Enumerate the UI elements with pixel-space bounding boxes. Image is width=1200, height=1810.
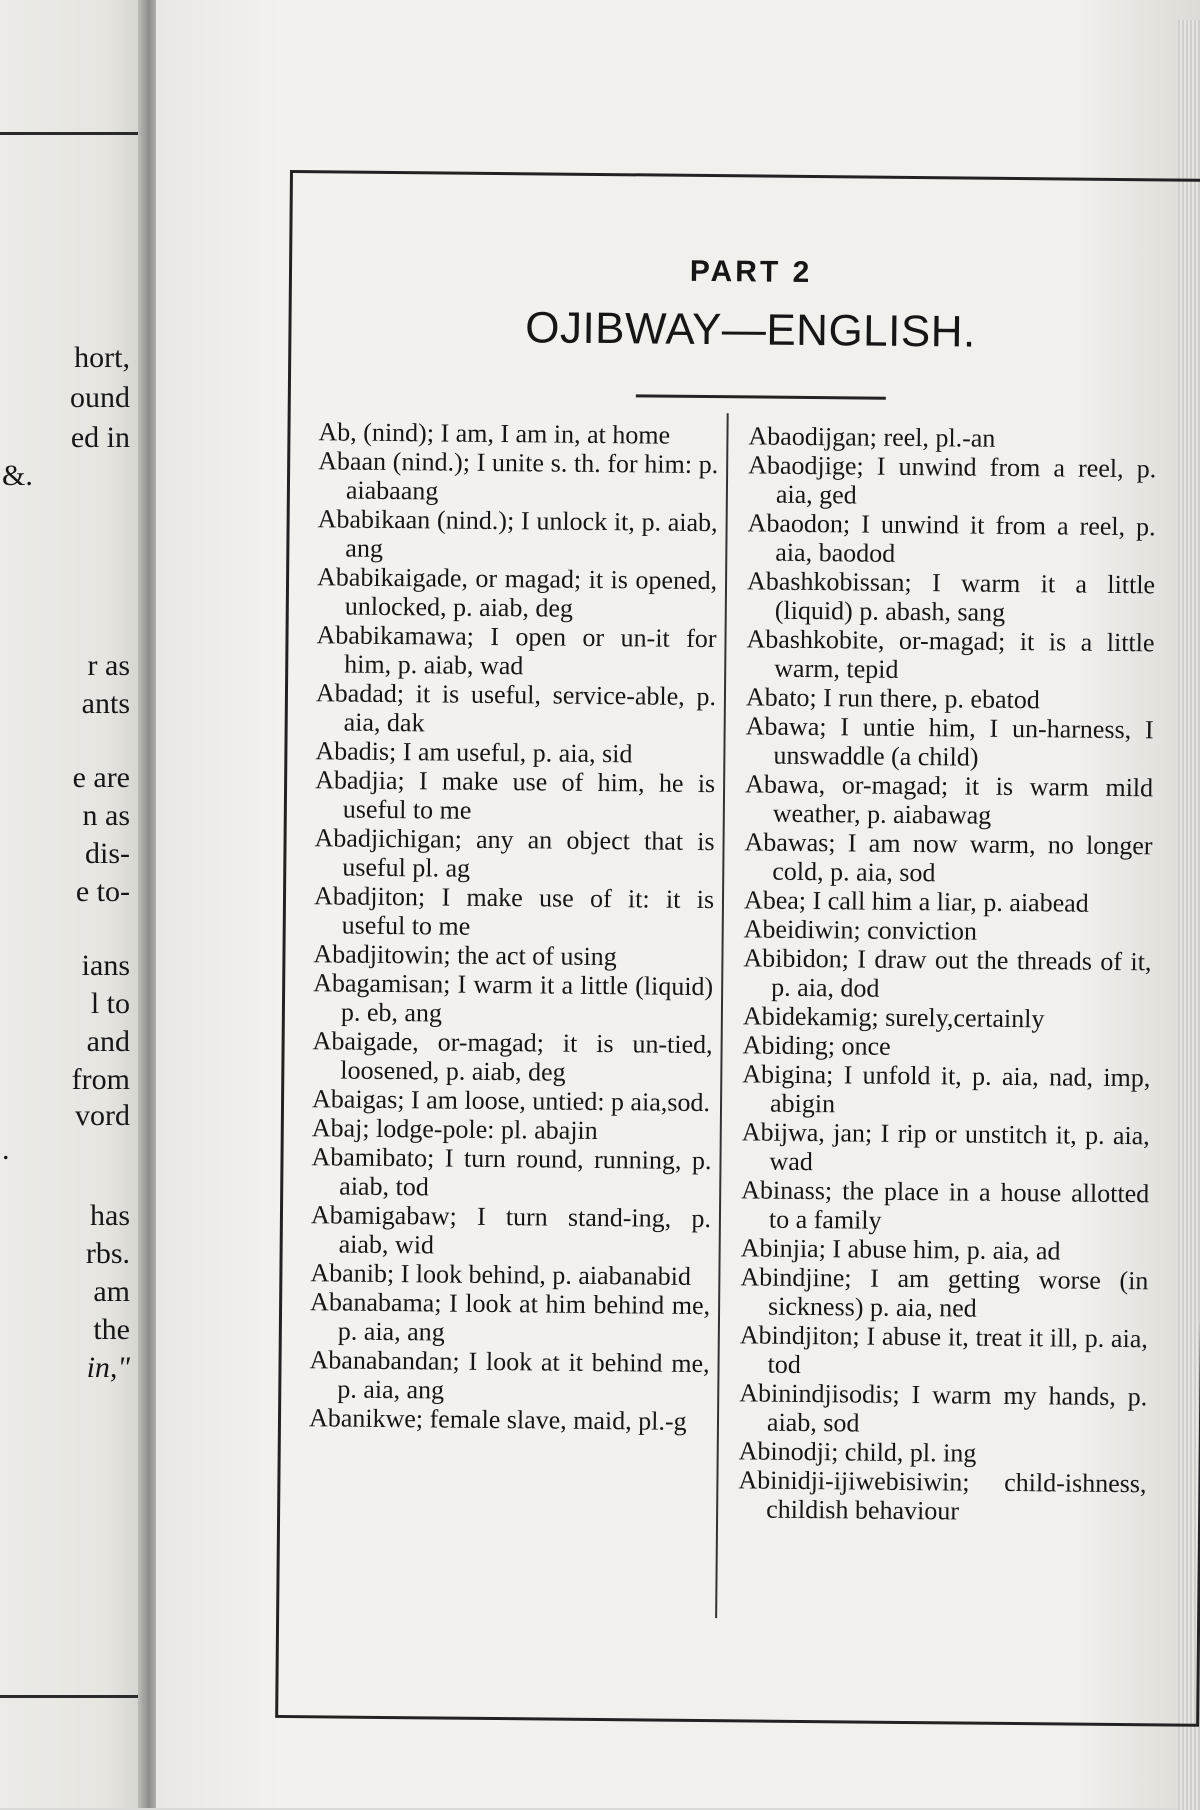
- left-page-fragment: [0, 0, 152, 1808]
- dictionary-entry: Abamibato; I turn round, running, p. aiab, tod: [311, 1142, 712, 1202]
- left-text-fragment: ed in: [70, 421, 130, 454]
- dictionary-entry: Abaan (nind.); I unite s. th. for him: p. aiabaang: [318, 446, 719, 506]
- left-text-fragment: ians: [81, 949, 130, 982]
- left-text-fragment: e are: [72, 761, 130, 794]
- dictionary-entry: Abashkobissan; I warm it a little (liquid) p. abash, sang: [746, 566, 1156, 627]
- dictionary-entry: Abawas; I am now warm, no longer cold, p. aia, sod: [744, 827, 1153, 888]
- left-text-fragment: e to-: [75, 875, 130, 908]
- dictionary-entry: Abigina; I unfold it, p. aia, nad, imp, abigin: [742, 1059, 1151, 1119]
- dictionary-entry: Abaigas; I am loose, untied: p aia,sod.: [311, 1084, 711, 1118]
- left-text-fragment: in,": [86, 1351, 130, 1384]
- dictionary-entry: Abaodon; I unwind it from a reel, p. aia, baodod: [747, 508, 1156, 568]
- dictionary-entry: Abaj; lodge-pole: pl. abajin: [311, 1113, 598, 1145]
- dictionary-entry: Abashkobite, or-magad; it is a little warm, tepid: [746, 624, 1155, 684]
- dictionary-entry: Abaodijgan; reel, pl.-an: [748, 421, 996, 453]
- part-label: PART 2: [689, 254, 813, 290]
- right-column: [738, 421, 1157, 1527]
- left-text-fragment: from: [71, 1063, 130, 1096]
- dictionary-entry: Abinindjisodis; I warm my hands, p. aiab, sod: [739, 1378, 1148, 1438]
- dictionary-entry: Abato; I run there, p. ebatod: [745, 682, 1040, 715]
- left-text-fragment: am: [93, 1275, 130, 1308]
- page-frame: [275, 170, 1200, 1727]
- dictionary-entry: Abadjichigan; any an object that is useful pl. ag: [314, 823, 715, 883]
- left-text-fragment: &.: [2, 459, 33, 492]
- dictionary-entry: Abadjitowin; the act of using: [313, 939, 617, 972]
- dictionary-entry: Abanabama; I look at him behind me, p. aia, ang: [309, 1287, 711, 1347]
- left-text-fragment: rbs.: [85, 1237, 130, 1270]
- dictionary-entry: Ab, (nind); I am, I am in, at home: [318, 417, 671, 450]
- dictionary-entry: Abeidiwin; conviction: [743, 914, 978, 946]
- dictionary-entry: Abanabandan; I look at it behind me, p. aia, ang: [309, 1345, 710, 1405]
- dictionary-entry: Abibidon; I draw out the threads of it, p. aia, dod: [743, 943, 1152, 1003]
- dictionary-entry: Abinidji-ijiwebisiwin; child-ishness, childish behaviour: [738, 1465, 1147, 1526]
- dictionary-entry: Abamigabaw; I turn stand-ing, p. aiab, wid: [310, 1200, 712, 1260]
- dictionary-entry: Ababikaigade, or magad; it is opened, unlocked, p. aiab, deg: [316, 562, 718, 623]
- left-text-fragment: ound: [70, 381, 130, 414]
- dictionary-entry: Ababikamawa; I open or un-it for him, p. aiab, wad: [316, 620, 717, 681]
- dictionary-entry: Abanib; I look behind, p. aiabanabid: [310, 1258, 692, 1291]
- dictionary-entry: Abaodjige; I unwind from a reel, p. aia, ged: [748, 450, 1157, 510]
- title-rule: [636, 394, 886, 399]
- left-column: [309, 417, 719, 1436]
- dictionary-page: [156, 0, 1200, 1808]
- dictionary-entry: Ababikaan (nind.); I unlock it, p. aiab, ang: [317, 504, 718, 563]
- left-text-fragment: has: [90, 1199, 130, 1232]
- left-text-fragment: l to: [90, 987, 130, 1020]
- left-text-fragment: r as: [87, 649, 130, 682]
- page-title: OJIBWAY—ENGLISH.: [524, 303, 976, 357]
- column-divider: [715, 413, 729, 1618]
- dictionary-entry: Abadis; I am useful, p. aia, sid: [315, 736, 633, 769]
- dictionary-entry: Abagamisan; I warm it a little (liquid) p. eb, ang: [313, 968, 714, 1028]
- left-text-fragment: hort,: [74, 341, 130, 374]
- dictionary-entry: Abidekamig; surely,certainly: [742, 1001, 1045, 1034]
- dictionary-entry: Abawa, or-magad; it is warm mild weather, p. aiabawag: [744, 769, 1154, 830]
- dictionary-entry: Abinass; the place in a house allotted to a family: [741, 1175, 1150, 1235]
- dictionary-entry: Abinjia; I abuse him, p. aia, ad: [740, 1233, 1061, 1266]
- dictionary-entry: Abiding; once: [742, 1030, 891, 1061]
- left-text-fragment: dis-: [85, 837, 130, 870]
- dictionary-entry: Abaigade, or-magad; it is un-tied, loosened, p. aiab, deg: [312, 1026, 713, 1087]
- left-text-fragment: ants: [81, 687, 130, 720]
- left-text-fragment: .: [2, 1133, 10, 1166]
- left-text-fragment: n as: [82, 799, 130, 832]
- dictionary-entry: Abadad; it is useful, service-able, p. aia, dak: [315, 678, 717, 738]
- left-text-fragment: the: [93, 1313, 130, 1346]
- dictionary-entry: Abijwa, jan; I rip or unstitch it, p. aia, wad: [741, 1117, 1150, 1177]
- left-text-fragment: and: [86, 1025, 130, 1058]
- dictionary-entry: Abadjiton; I make use of it: it is useful to me: [313, 881, 715, 941]
- dictionary-entry: Abanikwe; female slave, maid, pl.-g: [308, 1403, 687, 1436]
- dictionary-entry: Abindjiton; I abuse it, treat it ill, p. aia, tod: [739, 1320, 1148, 1379]
- left-text-fragment: vord: [75, 1099, 130, 1132]
- dictionary-entry: Abadjia; I make use of him, he is useful to me: [315, 765, 716, 825]
- dictionary-entry: Abinodji; child, pl. ing: [738, 1436, 977, 1468]
- dictionary-entry: Abawa; I untie him, I un-harness, I unswaddle (a child): [745, 711, 1154, 772]
- dictionary-entry: Abea; I call him a liar, p. aiabead: [743, 885, 1089, 918]
- dictionary-entry: Abindjine; I am getting worse (in sickness) p. aia, ned: [740, 1262, 1149, 1323]
